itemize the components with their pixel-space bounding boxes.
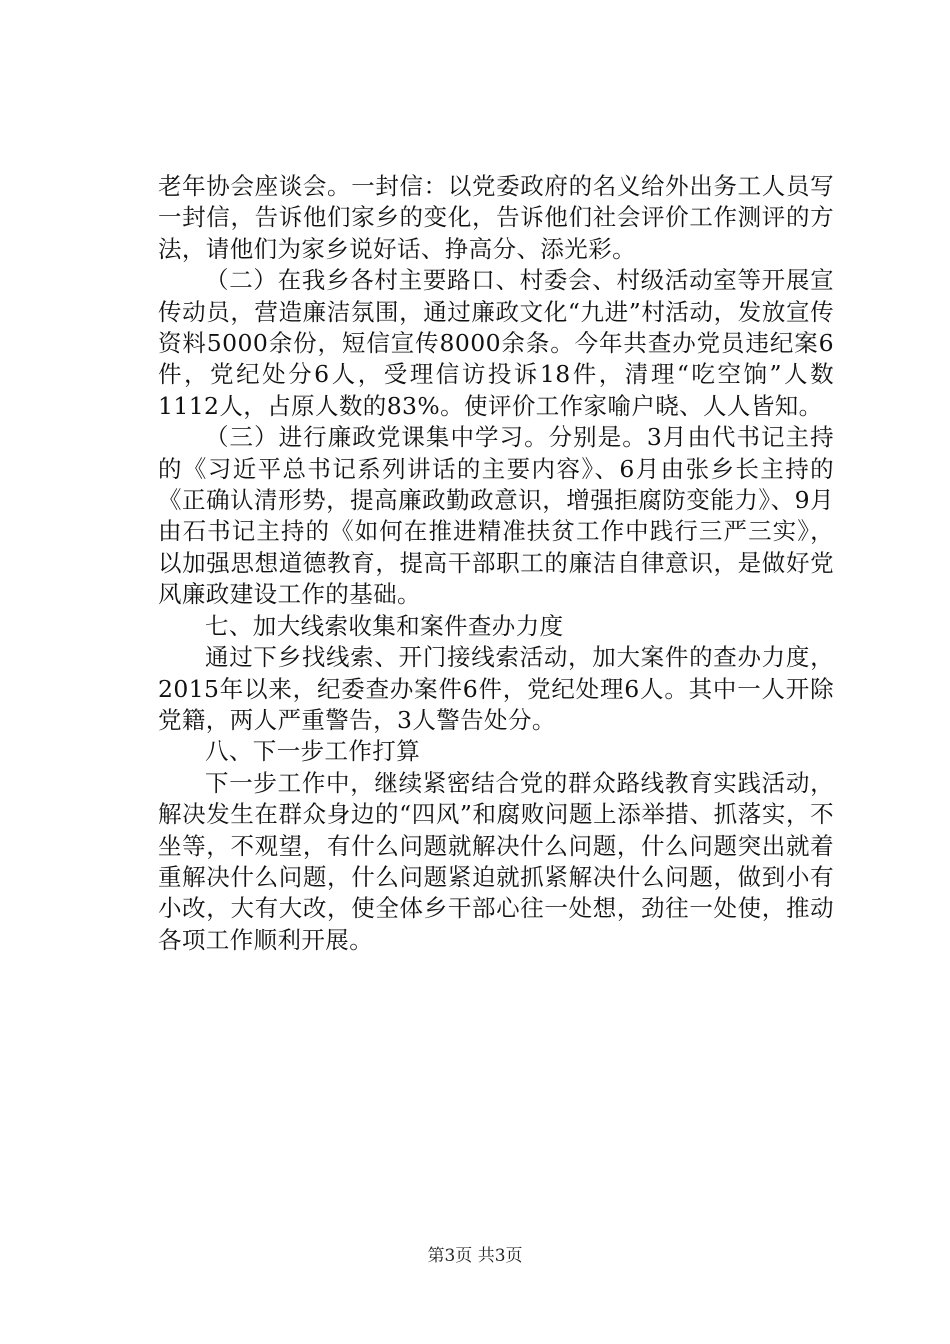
- section-heading-eight: 八、下一步工作打算: [205, 737, 421, 766]
- paragraph-section-seven: 通过下乡找线索、开门接线索活动，加大案件的查办力度，2015年以来，纪委查办案件6件，党纪处理6人。其中一人开除党籍，两人严重警告，3人警告处分。: [158, 643, 834, 734]
- document-body: [158, 171, 834, 956]
- page-footer: 第3页 共3页: [427, 1246, 523, 1266]
- paragraph-item-three: （三）进行廉政党课集中学习。分别是。3月由代书记主持的《习近平总书记系列讲话的主要内容》、6月由张乡长主持的《正确认清形势，提高廉政勤政意识，增强拒腐防变能力》、9月由石书记主持的《如何在推进精准扶贫工作中践行三严三实》，以加强思想道德教育，提高干部职工的廉洁自律意识，是做好党风廉政建设工作的基础。: [158, 423, 834, 609]
- section-heading-seven: 七、加大线索收集和案件查办力度: [205, 611, 564, 640]
- paragraph-section-eight: 下一步工作中，继续紧密结合党的群众路线教育实践活动，解决发生在群众身边的“四风”和腐败问题上添举措、抓落实，不坐等，不观望，有什么问题就解决什么问题，什么问题突出就着重解决什么问题，什么问题紧迫就抓紧解决什么问题，做到小有小改，大有大改，使全体乡干部心往一处想，劲往一处使，推动各项工作顺利开展。: [158, 768, 834, 954]
- paragraph-item-two: （二）在我乡各村主要路口、村委会、村级活动室等开展宣传动员，营造廉洁氛围，通过廉政文化“九进”村活动，发放宣传资料5000余份，短信宣传8000余条。今年共查办党员违纪案6件，党纪处分6人，受理信访投诉18件，清理“吃空饷”人数1112人，占原人数的83%。使评价工作家喻户晓、人人皆知。: [158, 266, 834, 420]
- paragraph-continuation: 老年协会座谈会。一封信：以党委政府的名义给外出务工人员写一封信，告诉他们家乡的变化，告诉他们社会评价工作测评的方法，请他们为家乡说好话、挣高分、添光彩。: [158, 172, 834, 263]
